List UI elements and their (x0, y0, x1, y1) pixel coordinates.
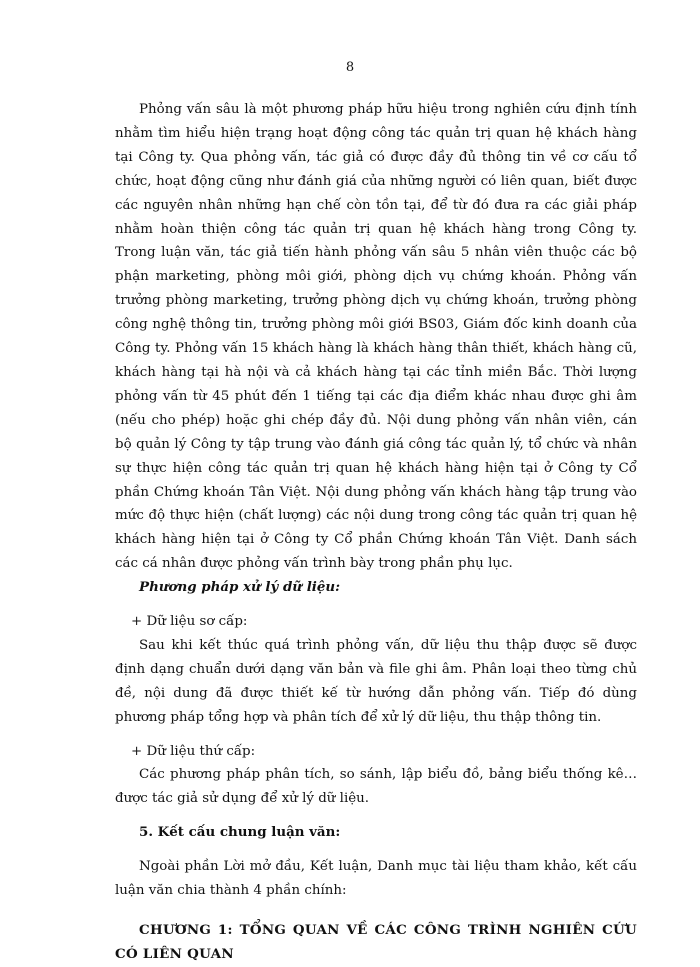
primary-data-label: + Dữ liệu sơ cấp: (131, 614, 248, 630)
page-number: 8 (345, 60, 355, 75)
chapter-1-heading: CHƯƠNG 1: TỔNG QUAN VỀ CÁC CÔNG TRÌNH NGHIÊN CỨU CÓ LIÊN QUAN (115, 922, 637, 962)
interview-paragraph: Phỏng vấn sâu là một phương pháp hữu hiệu trong nghiên cứu định tính nhằm tìm hiểu hiện trạng hoạt động công tác quản trị quan hệ khách hàng tại Công ty. Qua phỏng vấn, tác giả có được đầy đủ thông tin về cơ cấu tổ chức, hoạt động cũng như đánh giá của những người có liên quan, biết được các nguyên nhân những hạn chế còn tồn tại, để từ đó đưa ra các giải pháp nhằm hoàn thiện công tác quản trị quan hệ khách hàng trong Công ty. Trong luận văn, tác giả tiến hành phỏng vấn sâu 5 nhân viên thuộc các bộ phận marketing, phòng môi giới, phòng dịch vụ chứng khoán. Phỏng vấn trưởng phòng marketing, trưởng phòng dịch vụ chứng khoán, trưởng phòng công nghệ thông tin, trưởng phòng môi giới BS03, Giám đốc kinh doanh của Công ty. Phỏng vấn 15 khách hàng là khách hàng thân thiết, khách hàng cũ, khách hàng tại hà nội và cả khách hàng tại các tỉnh miền Bắc. Thời lượng phỏng vấn từ 45 phút đến 1 tiếng tại các địa điểm khác nhau được ghi âm (nếu cho phép) hoặc ghi chép đầy đủ. Nội dung phỏng vấn nhân viên, cán bộ quản lý Công ty tập trung vào đánh giá công tác quản lý, tổ chức và nhân sự thực hiện công tác quản trị quan hệ khách hàng hiện tại ở Công ty Cổ phần Chứng khoán Tân Việt. Nội dung phỏng vấn khách hàng tập trung vào mức độ thực hiện (chất lượng) các nội dung trong công tác quản trị quan hệ khách hàng hiện tại ở Công ty Cổ phần Chứng khoán Tân Việt. Danh sách các cá nhân được phỏng vấn trình bày trong phần phụ lục. (115, 102, 637, 572)
data-processing-heading: Phương pháp xử lý dữ liệu: (139, 579, 341, 596)
secondary-data-paragraph: Các phương pháp phân tích, so sánh, lập biểu đồ, bảng biểu thống kê…được tác giả sử dụng để xử lý dữ liệu. (115, 767, 637, 807)
document-body (115, 98, 637, 967)
thesis-structure-paragraph: Ngoài phần Lời mở đầu, Kết luận, Danh mục tài liệu tham khảo, kết cấu luận văn chia thành 4 phần chính: (115, 859, 637, 899)
thesis-structure-heading: 5. Kết cấu chung luận văn: (139, 824, 341, 841)
primary-data-paragraph: Sau khi kết thúc quá trình phỏng vấn, dữ liệu thu thập được sẽ được định dạng chuẩn dưới dạng văn bản và file ghi âm. Phân loại theo từng chủ đề, nội dung đã được thiết kế từ hướng dẫn phỏng vấn. Tiếp đó dùng phương pháp tổng hợp và phân tích để xử lý dữ liệu, thu thập thông tin. (115, 637, 637, 725)
secondary-data-label: + Dữ liệu thứ cấp: (131, 743, 256, 759)
